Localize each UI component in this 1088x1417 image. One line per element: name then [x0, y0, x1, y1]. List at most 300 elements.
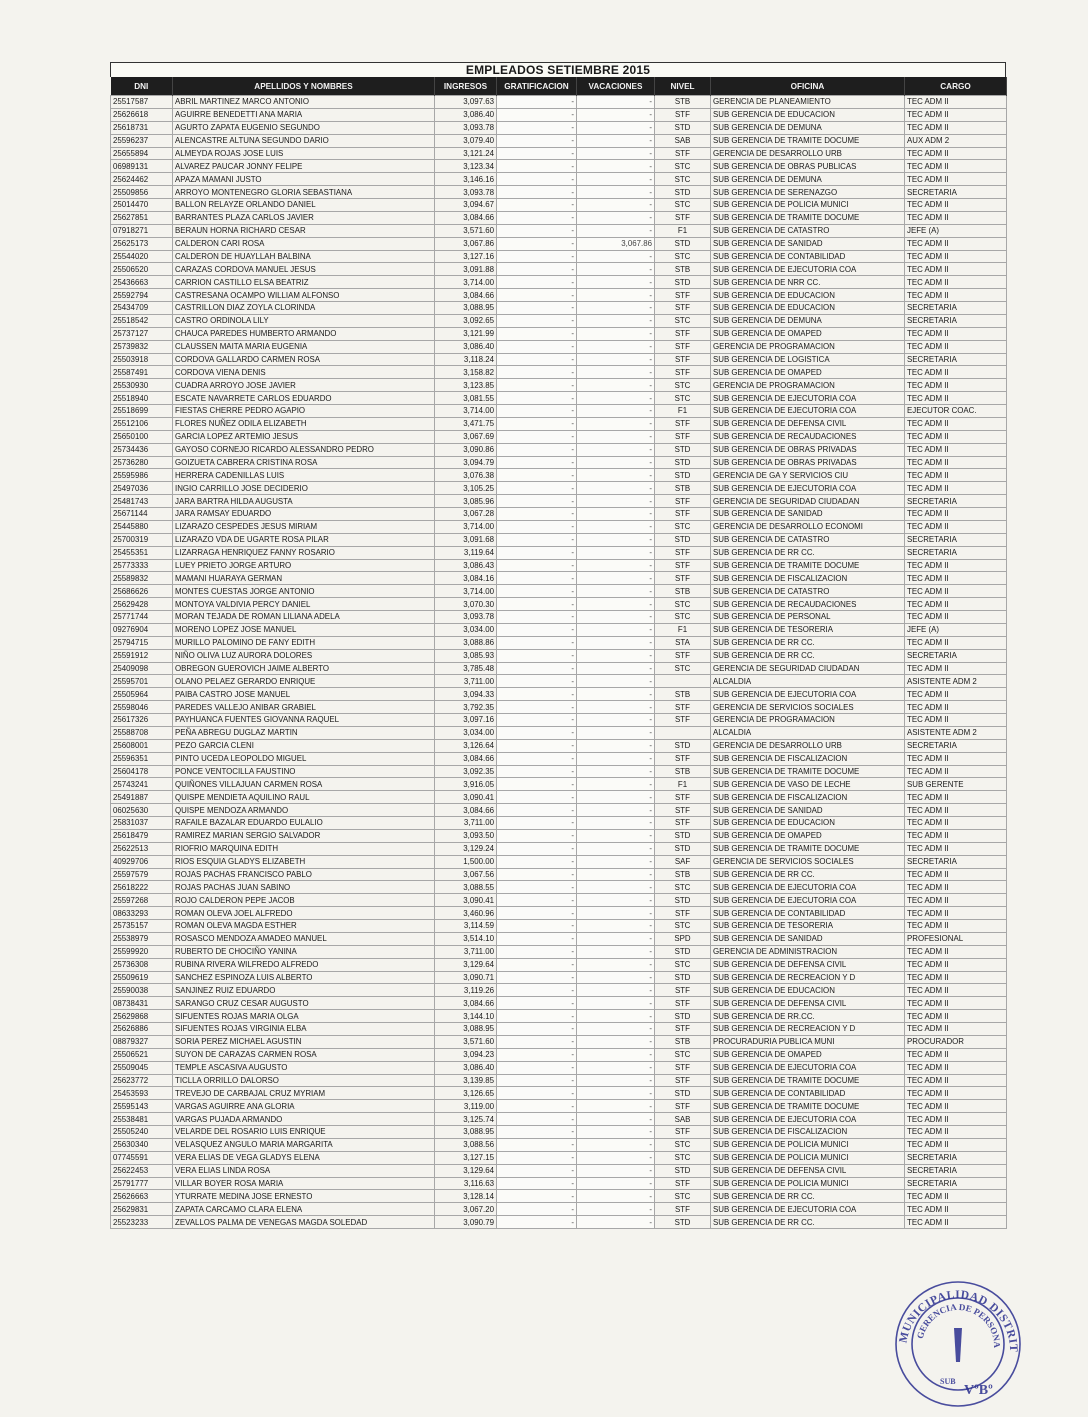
cell-dni: 08738431: [111, 997, 173, 1010]
cell-dni: 25589832: [111, 572, 173, 585]
cell-nivel: F1: [655, 623, 711, 636]
cell-nombre: ROJAS PACHAS FRANCISCO PABLO: [173, 868, 435, 881]
cell-oficina: SUB GERENCIA DE POLICIA MUNICI: [711, 1151, 905, 1164]
cell-cargo: TEC ADM II: [905, 598, 1007, 611]
cell-ingresos: 3,086.43: [435, 559, 497, 572]
cell-dni: 25598046: [111, 701, 173, 714]
cell-vacaciones: -: [577, 842, 655, 855]
cell-nombre: NIÑO OLIVA LUZ AURORA DOLORES: [173, 649, 435, 662]
cell-dni: 06025630: [111, 804, 173, 817]
cell-vacaciones: -: [577, 662, 655, 675]
cell-ingresos: 3,127.16: [435, 250, 497, 263]
cell-oficina: SUB GERENCIA DE RR.CC.: [711, 1010, 905, 1023]
cell-nivel: STF: [655, 546, 711, 559]
cell-dni: 25617326: [111, 714, 173, 727]
table-row: [111, 327, 1007, 340]
cell-nombre: ABRIL MARTINEZ MARCO ANTONIO: [173, 96, 435, 109]
cell-nivel: STD: [655, 186, 711, 199]
cell-oficina: SUB GERENCIA DE EDUCACION: [711, 302, 905, 315]
cell-ingresos: 3,158.82: [435, 366, 497, 379]
cell-dni: 07745591: [111, 1151, 173, 1164]
cell-nombre: CUADRA ARROYO JOSE JAVIER: [173, 379, 435, 392]
cell-ingresos: 3,097.63: [435, 96, 497, 109]
cell-nivel: STF: [655, 340, 711, 353]
cell-cargo: TEC ADM II: [905, 585, 1007, 598]
cell-nivel: STF: [655, 701, 711, 714]
cell-dni: 25735157: [111, 920, 173, 933]
cell-dni: 25506520: [111, 263, 173, 276]
cell-gratificacion: -: [497, 289, 577, 302]
cell-vacaciones: -: [577, 1074, 655, 1087]
table-row: [111, 1177, 1007, 1190]
cell-ingresos: 3,118.24: [435, 353, 497, 366]
table-row: [111, 726, 1007, 739]
cell-nivel: STB: [655, 688, 711, 701]
cell-gratificacion: -: [497, 495, 577, 508]
cell-ingresos: 3,471.75: [435, 417, 497, 430]
cell-vacaciones: -: [577, 1138, 655, 1151]
table-row: [111, 1074, 1007, 1087]
cell-vacaciones: -: [577, 276, 655, 289]
cell-ingresos: 3,093.78: [435, 611, 497, 624]
cell-dni: 25791777: [111, 1177, 173, 1190]
cell-dni: 25517587: [111, 96, 173, 109]
cell-cargo: TEC ADM II: [905, 237, 1007, 250]
cell-dni: 25592794: [111, 289, 173, 302]
cell-vacaciones: -: [577, 456, 655, 469]
cell-nombre: ROMAN OLEVA JOEL ALFREDO: [173, 907, 435, 920]
cell-cargo: TEC ADM II: [905, 173, 1007, 186]
cell-ingresos: 3,094.79: [435, 456, 497, 469]
cell-dni: 25771744: [111, 611, 173, 624]
cell-ingresos: 3,090.41: [435, 894, 497, 907]
cell-nombre: ZAPATA CARCAMO CLARA ELENA: [173, 1203, 435, 1216]
cell-vacaciones: -: [577, 224, 655, 237]
cell-vacaciones: -: [577, 134, 655, 147]
cell-gratificacion: -: [497, 1074, 577, 1087]
cell-ingresos: 3,119.26: [435, 984, 497, 997]
cell-nivel: STC: [655, 598, 711, 611]
cell-nombre: MORAN TEJADA DE ROMAN LILIANA ADELA: [173, 611, 435, 624]
cell-gratificacion: -: [497, 623, 577, 636]
cell-dni: 25503918: [111, 353, 173, 366]
cell-dni: 40929706: [111, 855, 173, 868]
table-row: [111, 765, 1007, 778]
cell-nombre: PAIBA CASTRO JOSE MANUEL: [173, 688, 435, 701]
cell-ingresos: 3,093.50: [435, 829, 497, 842]
cell-nivel: STC: [655, 250, 711, 263]
cell-nivel: STC: [655, 160, 711, 173]
cell-vacaciones: -: [577, 250, 655, 263]
cell-vacaciones: -: [577, 1151, 655, 1164]
cell-vacaciones: -: [577, 405, 655, 418]
cell-ingresos: 3,085.93: [435, 649, 497, 662]
cell-dni: 25618731: [111, 121, 173, 134]
cell-dni: 25445880: [111, 520, 173, 533]
cell-ingresos: 3,129.64: [435, 958, 497, 971]
cell-gratificacion: -: [497, 1151, 577, 1164]
cell-gratificacion: -: [497, 726, 577, 739]
table-row: [111, 920, 1007, 933]
cell-nivel: STA: [655, 636, 711, 649]
cell-ingresos: 3,114.59: [435, 920, 497, 933]
cell-vacaciones: -: [577, 263, 655, 276]
cell-nombre: RAFAILE BAZALAR EDUARDO EULALIO: [173, 817, 435, 830]
cell-nivel: STB: [655, 96, 711, 109]
cell-vacaciones: -: [577, 1190, 655, 1203]
cell-oficina: SUB GERENCIA DE OMAPED: [711, 366, 905, 379]
cell-vacaciones: -: [577, 1023, 655, 1036]
cell-cargo: TEC ADM II: [905, 907, 1007, 920]
cell-cargo: TEC ADM II: [905, 121, 1007, 134]
cell-vacaciones: -: [577, 881, 655, 894]
cell-nivel: STD: [655, 469, 711, 482]
table-row: [111, 495, 1007, 508]
cell-cargo: SECRETARIA: [905, 302, 1007, 315]
cell-vacaciones: -: [577, 868, 655, 881]
cell-ingresos: 3,571.60: [435, 224, 497, 237]
cell-ingresos: 3,128.14: [435, 1190, 497, 1203]
cell-vacaciones: -: [577, 701, 655, 714]
cell-nivel: STD: [655, 121, 711, 134]
cell-oficina: SUB GERENCIA DE FISCALIZACION: [711, 791, 905, 804]
cell-nivel: STF: [655, 508, 711, 521]
cell-oficina: SUB GERENCIA DE EDUCACION: [711, 108, 905, 121]
cell-gratificacion: -: [497, 778, 577, 791]
cell-nombre: PAYHUANCA FUENTES GIOVANNA RAQUEL: [173, 714, 435, 727]
cell-gratificacion: -: [497, 224, 577, 237]
cell-ingresos: 3,144.10: [435, 1010, 497, 1023]
cell-cargo: TEC ADM II: [905, 160, 1007, 173]
cell-ingresos: 3,094.33: [435, 688, 497, 701]
cell-nivel: STD: [655, 456, 711, 469]
cell-gratificacion: -: [497, 675, 577, 688]
table-row: [111, 791, 1007, 804]
cell-nombre: MAMANI HUARAYA GERMAN: [173, 572, 435, 585]
cell-nombre: ALMEYDA ROJAS JOSE LUIS: [173, 147, 435, 160]
cell-vacaciones: -: [577, 366, 655, 379]
cell-dni: 25599920: [111, 945, 173, 958]
cell-dni: 25509045: [111, 1061, 173, 1074]
cell-oficina: SUB GERENCIA DE TRAMITE DOCUME: [711, 211, 905, 224]
cell-gratificacion: -: [497, 688, 577, 701]
cell-oficina: SUB GERENCIA DE EJECUTORIA COA: [711, 482, 905, 495]
cell-oficina: SUB GERENCIA DE EJECUTORIA COA: [711, 1061, 905, 1074]
cell-vacaciones: -: [577, 121, 655, 134]
cell-dni: 25590038: [111, 984, 173, 997]
cell-gratificacion: -: [497, 804, 577, 817]
cell-ingresos: 3,091.88: [435, 263, 497, 276]
cell-gratificacion: -: [497, 250, 577, 263]
cell-oficina: SUB GERENCIA DE TRAMITE DOCUME: [711, 134, 905, 147]
cell-gratificacion: -: [497, 817, 577, 830]
table-row: [111, 752, 1007, 765]
cell-nombre: RUBERTO DE CHOCIÑO YANINA: [173, 945, 435, 958]
cell-oficina: SUB GERENCIA DE DEFENSA CIVIL: [711, 997, 905, 1010]
cell-nivel: STD: [655, 971, 711, 984]
cell-nivel: STF: [655, 495, 711, 508]
cell-nombre: QUISPE MENDOZA ARMANDO: [173, 804, 435, 817]
cell-gratificacion: -: [497, 997, 577, 1010]
cell-dni: 25618222: [111, 881, 173, 894]
cell-oficina: SUB GERENCIA DE DEFENSA CIVIL: [711, 958, 905, 971]
cell-nombre: CORDOVA VIENA DENIS: [173, 366, 435, 379]
cell-cargo: TEC ADM II: [905, 868, 1007, 881]
cell-nombre: GARCIA LOPEZ ARTEMIO JESUS: [173, 430, 435, 443]
cell-nivel: STC: [655, 958, 711, 971]
cell-nivel: STD: [655, 829, 711, 842]
cell-nivel: STF: [655, 353, 711, 366]
cell-gratificacion: -: [497, 1203, 577, 1216]
cell-cargo: TEC ADM II: [905, 469, 1007, 482]
table-row: [111, 186, 1007, 199]
cell-vacaciones: -: [577, 765, 655, 778]
cell-gratificacion: -: [497, 366, 577, 379]
cell-dni: 25629868: [111, 1010, 173, 1023]
cell-nivel: [655, 726, 711, 739]
cell-vacaciones: -: [577, 907, 655, 920]
document-title: EMPLEADOS SETIEMBRE 2015: [110, 62, 1006, 77]
cell-dni: 25773333: [111, 559, 173, 572]
cell-vacaciones: -: [577, 997, 655, 1010]
cell-ingresos: 3,121.24: [435, 147, 497, 160]
table-row: [111, 1164, 1007, 1177]
table-row: [111, 1100, 1007, 1113]
cell-nivel: STF: [655, 1074, 711, 1087]
cell-vacaciones: -: [577, 147, 655, 160]
table-header-row: [111, 77, 1007, 96]
cell-nivel: F1: [655, 405, 711, 418]
cell-ingresos: 3,571.60: [435, 1035, 497, 1048]
table-row: [111, 96, 1007, 109]
cell-ingresos: 3,139.85: [435, 1074, 497, 1087]
cell-gratificacion: -: [497, 173, 577, 186]
stamp-bottom-text: SUB: [940, 1377, 956, 1386]
cell-ingresos: 3,067.56: [435, 868, 497, 881]
cell-gratificacion: -: [497, 907, 577, 920]
cell-oficina: GERENCIA DE SEGURIDAD CIUDADAN: [711, 495, 905, 508]
cell-nivel: STB: [655, 482, 711, 495]
cell-nivel: STF: [655, 649, 711, 662]
cell-ingresos: 3,084.66: [435, 752, 497, 765]
cell-ingresos: 3,094.67: [435, 199, 497, 212]
cell-dni: 25595701: [111, 675, 173, 688]
cell-nombre: RUBINA RIVERA WILFREDO ALFREDO: [173, 958, 435, 971]
cell-nivel: STF: [655, 1203, 711, 1216]
cell-nivel: STC: [655, 1151, 711, 1164]
table-row: [111, 662, 1007, 675]
cell-vacaciones: -: [577, 482, 655, 495]
cell-dni: 25538979: [111, 932, 173, 945]
cell-ingresos: 3,093.78: [435, 186, 497, 199]
cell-ingresos: 3,916.05: [435, 778, 497, 791]
cell-ingresos: 3,084.16: [435, 572, 497, 585]
cell-nivel: STD: [655, 945, 711, 958]
cell-ingresos: 3,792.35: [435, 701, 497, 714]
cell-gratificacion: -: [497, 108, 577, 121]
cell-gratificacion: -: [497, 1190, 577, 1203]
table-row: [111, 1151, 1007, 1164]
cell-nombre: LIZARRAGA HENRIQUEZ FANNY ROSARIO: [173, 546, 435, 559]
cell-nombre: TICLLA ORRILLO DALORSO: [173, 1074, 435, 1087]
table-row: [111, 1061, 1007, 1074]
cell-vacaciones: -: [577, 739, 655, 752]
cell-vacaciones: -: [577, 289, 655, 302]
cell-dni: 25014470: [111, 199, 173, 212]
cell-cargo: TEC ADM II: [905, 327, 1007, 340]
cell-dni: 25608001: [111, 739, 173, 752]
table-row: [111, 1087, 1007, 1100]
cell-ingresos: 3,094.23: [435, 1048, 497, 1061]
cell-gratificacion: -: [497, 739, 577, 752]
cell-oficina: SUB GERENCIA DE PERSONAL: [711, 611, 905, 624]
cell-oficina: SUB GERENCIA DE DEFENSA CIVIL: [711, 1164, 905, 1177]
cell-nivel: STC: [655, 314, 711, 327]
cell-vacaciones: -: [577, 1203, 655, 1216]
cell-dni: 25512106: [111, 417, 173, 430]
cell-oficina: SUB GERENCIA DE DEMUNA: [711, 314, 905, 327]
cell-ingresos: 3,088.55: [435, 881, 497, 894]
cell-cargo: TEC ADM II: [905, 791, 1007, 804]
cell-cargo: TEC ADM II: [905, 971, 1007, 984]
table-row: [111, 804, 1007, 817]
cell-cargo: SECRETARIA: [905, 1151, 1007, 1164]
cell-nombre: VELARDE DEL ROSARIO LUIS ENRIQUE: [173, 1126, 435, 1139]
cell-nivel: STF: [655, 804, 711, 817]
cell-nombre: VILLAR BOYER ROSA MARIA: [173, 1177, 435, 1190]
cell-gratificacion: -: [497, 855, 577, 868]
table-row: [111, 907, 1007, 920]
cell-nivel: STF: [655, 1177, 711, 1190]
cell-gratificacion: -: [497, 752, 577, 765]
cell-gratificacion: -: [497, 417, 577, 430]
cell-vacaciones: -: [577, 379, 655, 392]
cell-ingresos: 3,090.79: [435, 1216, 497, 1229]
cell-nombre: CARRION CASTILLO ELSA BEATRIZ: [173, 276, 435, 289]
stamp-vobo-mark: VºBº: [964, 1383, 993, 1398]
table-row: [111, 842, 1007, 855]
cell-ingresos: 3,123.85: [435, 379, 497, 392]
cell-ingresos: 3,097.16: [435, 714, 497, 727]
cell-gratificacion: -: [497, 405, 577, 418]
cell-nivel: STC: [655, 881, 711, 894]
cell-nombre: CALDERON DE HUAYLLAH BALBINA: [173, 250, 435, 263]
cell-ingresos: 3,091.68: [435, 533, 497, 546]
cell-nivel: STF: [655, 714, 711, 727]
cell-gratificacion: -: [497, 958, 577, 971]
cell-nivel: STC: [655, 1138, 711, 1151]
cell-oficina: SUB GERENCIA DE SANIDAD: [711, 804, 905, 817]
cell-oficina: SUB GERENCIA DE TRAMITE DOCUME: [711, 559, 905, 572]
cell-gratificacion: -: [497, 765, 577, 778]
column-header-nivel: NIVEL: [655, 77, 711, 96]
table-row: [111, 108, 1007, 121]
cell-gratificacion: -: [497, 932, 577, 945]
cell-vacaciones: -: [577, 1177, 655, 1190]
cell-oficina: SUB GERENCIA DE TRAMITE DOCUME: [711, 1100, 905, 1113]
table-row: [111, 714, 1007, 727]
cell-nombre: CALDERON CARI ROSA: [173, 237, 435, 250]
cell-nivel: SPD: [655, 932, 711, 945]
cell-nombre: VELASQUEZ ANGULO MARIA MARGARITA: [173, 1138, 435, 1151]
cell-nombre: CLAUSSEN MAITA MARIA EUGENIA: [173, 340, 435, 353]
cell-cargo: TEC ADM II: [905, 199, 1007, 212]
cell-oficina: SUB GERENCIA DE FISCALIZACION: [711, 752, 905, 765]
table-row: [111, 817, 1007, 830]
cell-oficina: SUB GERENCIA DE EDUCACION: [711, 984, 905, 997]
cell-dni: 25737127: [111, 327, 173, 340]
cell-vacaciones: -: [577, 585, 655, 598]
cell-vacaciones: -: [577, 675, 655, 688]
cell-cargo: TEC ADM II: [905, 1126, 1007, 1139]
cell-ingresos: 3,092.35: [435, 765, 497, 778]
cell-nombre: APAZA MAMANI JUSTO: [173, 173, 435, 186]
cell-gratificacion: -: [497, 572, 577, 585]
cell-nombre: ZEVALLOS PALMA DE VENEGAS MAGDA SOLEDAD: [173, 1216, 435, 1229]
table-row: [111, 340, 1007, 353]
cell-vacaciones: -: [577, 546, 655, 559]
cell-oficina: SUB GERENCIA DE CONTABILIDAD: [711, 250, 905, 263]
cell-ingresos: 3,084.66: [435, 289, 497, 302]
cell-cargo: PROFESIONAL: [905, 932, 1007, 945]
table-row: [111, 443, 1007, 456]
cell-vacaciones: -: [577, 714, 655, 727]
cell-gratificacion: -: [497, 842, 577, 855]
cell-dni: 25595986: [111, 469, 173, 482]
cell-oficina: SUB GERENCIA DE RECAUDACIONES: [711, 430, 905, 443]
table-row: [111, 263, 1007, 276]
table-row: [111, 739, 1007, 752]
table-row: [111, 1113, 1007, 1126]
cell-oficina: SUB GERENCIA DE EJECUTORIA COA: [711, 688, 905, 701]
cell-gratificacion: -: [497, 662, 577, 675]
cell-cargo: TEC ADM II: [905, 804, 1007, 817]
cell-vacaciones: -: [577, 984, 655, 997]
cell-gratificacion: -: [497, 302, 577, 315]
cell-oficina: SUB GERENCIA DE EJECUTORIA COA: [711, 1113, 905, 1126]
cell-nombre: SARANGO CRUZ CESAR AUGUSTO: [173, 997, 435, 1010]
cell-dni: 25497036: [111, 482, 173, 495]
cell-nivel: STC: [655, 611, 711, 624]
cell-vacaciones: -: [577, 778, 655, 791]
cell-cargo: TEC ADM II: [905, 765, 1007, 778]
cell-oficina: GERENCIA DE DESARROLLO ECONOMI: [711, 520, 905, 533]
table-row: [111, 971, 1007, 984]
cell-oficina: GERENCIA DE ADMINISTRACION: [711, 945, 905, 958]
cell-ingresos: 3,123.34: [435, 160, 497, 173]
cell-oficina: SUB GERENCIA DE POLICIA MUNICI: [711, 199, 905, 212]
cell-nivel: F1: [655, 778, 711, 791]
cell-nivel: STC: [655, 662, 711, 675]
table-body: [111, 96, 1007, 1229]
cell-dni: 25686626: [111, 585, 173, 598]
cell-nombre: PINTO UCEDA LEOPOLDO MIGUEL: [173, 752, 435, 765]
cell-oficina: ALCALDIA: [711, 675, 905, 688]
cell-cargo: TEC ADM II: [905, 636, 1007, 649]
cell-ingresos: 3,086.40: [435, 108, 497, 121]
table-row: [111, 211, 1007, 224]
cell-ingresos: 3,067.28: [435, 508, 497, 521]
cell-oficina: SUB GERENCIA DE SANIDAD: [711, 508, 905, 521]
cell-nombre: VERA ELIAS LINDA ROSA: [173, 1164, 435, 1177]
cell-vacaciones: -: [577, 469, 655, 482]
cell-cargo: TEC ADM II: [905, 1100, 1007, 1113]
cell-dni: 25491887: [111, 791, 173, 804]
cell-vacaciones: -: [577, 211, 655, 224]
cell-vacaciones: -: [577, 649, 655, 662]
cell-ingresos: 3,088.86: [435, 636, 497, 649]
cell-dni: 25518940: [111, 392, 173, 405]
